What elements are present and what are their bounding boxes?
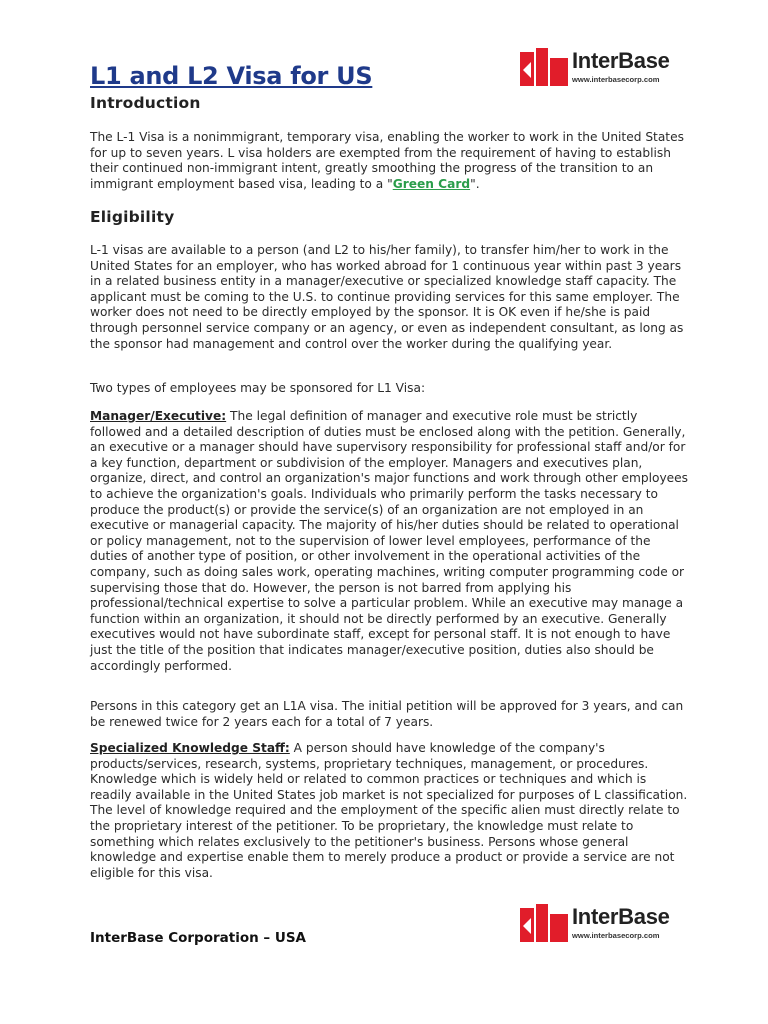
footer-logo-name: InterBase	[572, 904, 670, 929]
footer-interbase-logo	[520, 904, 680, 946]
intro-text-after: ".	[470, 176, 480, 191]
interbase-logo-mark-icon	[520, 48, 568, 86]
footer-logo-url: www.interbasecorp.com	[572, 931, 660, 940]
manager-executive-paragraph	[90, 409, 688, 674]
introduction-paragraph	[90, 130, 688, 192]
eligibility-paragraph: L-1 visas are available to a person (and L2 to his/her family), to transfer him/her to work in the United States for an employer, who has worked abroad for 1 continuous year within past 3 years in a related business entity in a manager/executive or specialized knowledge staff capacity. The applicant must be coming to the U.S. to continue providing services for this same employer. The worker does not need to be directly employed by the sponsor. It is OK even if he/she is paid through personnel service company or an agency, or even as independent consultant, as long as the sponsor had management and control over the worker during the qualifying year.	[90, 243, 684, 351]
intro-text-before: The L-1 Visa is a nonimmigrant, temporary visa, enabling the worker to work in the United States for up to seven years. L visa holders are exempted from the requirement of having to establish their continued non-immigrant intent, greatly smoothing the progress of the transition to an immigrant employment based visa, leading to a "	[90, 130, 684, 191]
green-card-link[interactable]: Green Card	[392, 176, 471, 191]
logo-url: www.interbasecorp.com	[572, 75, 660, 84]
specialized-knowledge-text: A person should have knowledge of the company's products/services, research, systems, proprietary techniques, management, or procedures. Knowledge which is widely held or related to common practices or techniques and which is readily available in the United States job market is not specialized for purposes of L classification. The level of knowledge required and the employment of the specific alien must directly relate to the proprietary interest of the petitioner. To be proprietary, the knowledge must relate to something which relates exclusively to the petitioner's business. Persons whose general knowledge and expertise enable them to merely produce a product or provide a service are not eligible for this visa.	[90, 741, 688, 880]
manager-executive-text: The legal definition of manager and executive role must be strictly followed and a detailed description of duties must be enclosed along with the petition. Generally, an executive or a manager should have supervisory responsibility for professional staff and/or for a key function, department or subdivision of the employer. Managers and executives plan, organize, direct, and control an organization's major functions and work through other employees to achieve the organization's goals. Individuals who primarily perform the tasks necessary to produce the product(s) or provide the service(s) of an organization are not employed in an executive or managerial capacity. The majority of his/her duties should be related to operational or policy management, not to the supervision of lower level employees, performance of the duties of another type of position, or other involvement in the operational activities of the company, such as doing sales work, operating machines, writing computer programming code or supervising those that do. However, the person is not barred from applying his professional/technical expertise to solve a particular problem. While an executive may manage a function within an organization, it should not be directly performed by an executive. Generally executives would not have subordinate staff, except for personal staff. It is not enough to have just the title of the position that indicates manager/executive position, duties also should be accordingly performed.	[90, 409, 689, 673]
interbase-logo	[520, 48, 680, 90]
footer-company: InterBase Corporation – USA	[90, 930, 306, 946]
document-title: L1 and L2 Visa for US	[90, 62, 373, 90]
employee-types-paragraph: Two types of employees may be sponsored for L1 Visa:	[90, 381, 426, 395]
manager-executive-term: Manager/Executive:	[90, 409, 227, 423]
l1a-paragraph: Persons in this category get an L1A visa. The initial petition will be approved for 3 years, and can be renewed twice for 2 years each for a total of 7 years.	[90, 699, 684, 729]
eligibility-heading: Eligibility	[90, 208, 175, 226]
specialized-knowledge-paragraph	[90, 741, 688, 881]
footer-logo-mark-icon	[520, 904, 568, 942]
specialized-knowledge-term: Specialized Knowledge Staff:	[90, 741, 290, 755]
logo-name: InterBase	[572, 48, 670, 73]
introduction-heading: Introduction	[90, 94, 201, 112]
